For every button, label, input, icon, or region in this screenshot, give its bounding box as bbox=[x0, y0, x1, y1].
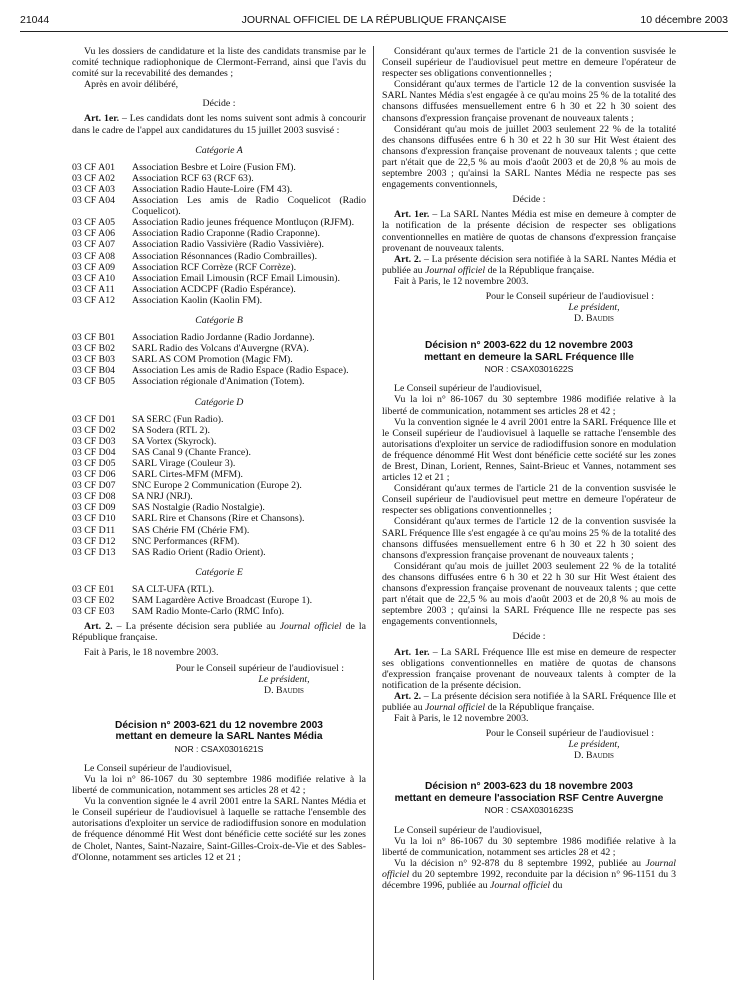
candidate-code: 03 CF B02 bbox=[72, 343, 116, 355]
column-divider bbox=[373, 46, 374, 980]
body-paragraph: Vu la loi n° 86-1067 du 30 septembre 1986 modifiée relative à la liberté de communication, notamment ses articles 28 et 42 ; bbox=[72, 773, 366, 797]
body-paragraph: Considérant qu'aux termes de l'article 21 de la convention susvisée le Conseil supérieur de l'audiovisuel peut mettre en demeure l'opérateur de respecter ses obligations conventionnelles ; bbox=[382, 46, 676, 80]
candidate-code: 03 CF A07 bbox=[72, 239, 116, 251]
candidate-code: 03 CF D13 bbox=[72, 546, 116, 558]
candidate-name: SARL Rire et Chansons (Rire et Chansons). bbox=[132, 513, 305, 525]
article-label: Art. 1er. bbox=[84, 113, 120, 125]
candidate-entry bbox=[72, 173, 366, 184]
intro-paragraph: Vu les dossiers de candidature et la liste des candidats transmise par le comité technique radiophonique de Clermont-Ferrand, ainsi que l'avis du comité sur la recevabilité des demandes ; bbox=[72, 46, 366, 80]
candidate-code: 03 CF B04 bbox=[72, 365, 116, 377]
candidate-name: SNC Europe 2 Communication (Europe 2). bbox=[132, 480, 302, 492]
body-paragraph: Vu la convention signée le 4 avril 2001 entre la SARL Nantes Média et le Conseil supérieur de l'audiovisuel à laquelle se rattache l'ensemble des autorisations d'exploiter un service de radiodiffusion sonore en modulation de fréquence dénommé Hit West dont bénéficie cette société sur les zones de Cholet, Nantes, Saint-Nazaire, Saint-Gilles-Croix-de-Vie et des Sables-d'Olonne, notamment ses articles 12 et 21 ; bbox=[72, 796, 366, 863]
candidate-name: Association Radio jeunes fréquence Montluçon (RJFM). bbox=[132, 217, 355, 229]
candidate-entry bbox=[72, 295, 366, 306]
candidate-name: Association Radio Vassivière (Radio Vassivière). bbox=[132, 239, 325, 251]
issue-date: 10 décembre 2003 bbox=[640, 14, 728, 26]
candidate-code: 03 CF D01 bbox=[72, 413, 116, 425]
candidate-code: 03 CF A02 bbox=[72, 172, 116, 184]
candidate-name: SNC Performances (RFM). bbox=[132, 535, 240, 547]
candidate-code: 03 CF B01 bbox=[72, 332, 116, 344]
candidate-entry bbox=[72, 606, 366, 617]
article-text: – Les candidats dont les noms suivent sont admis à concourir dans le cadre de l'appel aux candidatures du 15 juillet 2003 susvisé : bbox=[72, 113, 366, 136]
signature-role: Le président, bbox=[258, 673, 310, 685]
candidate-entry bbox=[72, 595, 366, 606]
candidate-code: 03 CF B05 bbox=[72, 376, 116, 388]
candidate-name: Association Kaolin (Kaolin FM). bbox=[132, 294, 263, 306]
candidate-entry bbox=[72, 239, 366, 250]
fait-line: Fait à Paris, le 18 novembre 2003. bbox=[84, 647, 219, 659]
candidate-code: 03 CF E03 bbox=[72, 606, 115, 618]
decision-title: Décision n° 2003-621 du 12 novembre 2003 bbox=[115, 719, 323, 731]
candidate-name: SAS Chérie FM (Chérie FM). bbox=[132, 524, 250, 536]
candidate-name: Association Radio Craponne (Radio Craponne). bbox=[132, 228, 321, 240]
body-paragraph: Considérant qu'au mois de juillet 2003 seulement 22 % de la totalité des chansons diffusées entre 6 h 30 et 22 h 30 sur Hit West étaient des chansons d'expression française provenant de nouveaux talents ; que cette part n'était que de 22,5 % au mois d'août 2003 et de 20,8 % au mois de septembre 2003 ; qu'ainsi la SARL Nantes Média ne respecte pas ses engagements conventionnels, bbox=[382, 123, 676, 191]
page-header bbox=[20, 14, 728, 30]
body-paragraph: Considérant qu'au mois de juillet 2003 seulement 22 % de la totalité des chansons diffusées entre 6 h 30 et 22 h 30 sur Hit West étaient des chansons d'expression française provenant de nouveaux talents ; que cette part n'était que de 22,5 % au mois d'août 2003 et de 20,8 % au mois de septembre 2003 ; qu'ainsi la SARL Fréquence Ille ne respecte pas ses engagements conventionnels, bbox=[382, 560, 676, 628]
body-paragraph: Le Conseil supérieur de l'audiovisuel, bbox=[394, 383, 542, 395]
candidate-code: 03 CF A10 bbox=[72, 272, 116, 284]
candidate-code: 03 CF E02 bbox=[72, 595, 115, 607]
fait-line: Fait à Paris, le 12 novembre 2003. bbox=[394, 275, 529, 287]
candidate-name: Association Email Limousin (RCF Email Limousin). bbox=[132, 272, 340, 284]
candidate-name: Association Les amis de Radio Coquelicot (Radio Coquelicot). bbox=[132, 195, 366, 218]
candidate-entry bbox=[72, 262, 366, 273]
candidate-entry bbox=[72, 162, 366, 173]
article-1: Art. 1er. – La SARL Fréquence Ille est mise en demeure de respecter ses obligations conventionnelles en matière de quotas de chansons d'expression française provenant de nouveaux talents à compter de la notification de la présente décision. bbox=[382, 646, 676, 691]
candidate-code: 03 CF D02 bbox=[72, 424, 116, 436]
candidate-entry bbox=[72, 584, 366, 595]
category-heading: Catégorie B bbox=[195, 314, 243, 326]
candidate-entry bbox=[72, 425, 366, 436]
candidate-entry bbox=[72, 414, 366, 425]
candidate-name: SAS Canal 9 (Chante France). bbox=[132, 446, 251, 458]
candidate-entry bbox=[72, 284, 366, 295]
candidate-code: 03 CF A09 bbox=[72, 261, 116, 273]
category-heading: Catégorie D bbox=[194, 396, 244, 408]
journal-title: JOURNAL OFFICIEL DE LA RÉPUBLIQUE FRANÇAISE bbox=[241, 14, 507, 26]
body-paragraph: Considérant qu'aux termes de l'article 12 de la convention susvisée la SARL Nantes Média s'est engagée à ce qu'au moins 25 % de la totalité des chansons diffusées mensuellement entre 6 h 30 et 22 h 30 soient des chansons d'expression française provenant de nouveaux talents ; bbox=[382, 79, 676, 124]
candidate-name: Association Radio Jordanne (Radio Jordanne). bbox=[132, 332, 315, 344]
candidate-code: 03 CF A04 bbox=[72, 195, 116, 207]
signature-line: Pour le Conseil supérieur de l'audiovisuel : bbox=[485, 728, 654, 740]
candidate-entry bbox=[72, 376, 366, 387]
signature-name: D. Baudis bbox=[264, 684, 304, 696]
candidate-entry bbox=[72, 547, 366, 558]
candidate-entry bbox=[72, 273, 366, 284]
candidate-code: 03 CF A11 bbox=[72, 283, 115, 295]
candidate-code: 03 CF D11 bbox=[72, 524, 116, 536]
body-paragraph: Le Conseil supérieur de l'audiovisuel, bbox=[394, 824, 542, 836]
decision-title: Décision n° 2003-623 du 18 novembre 2003 bbox=[425, 781, 633, 793]
candidate-entry bbox=[72, 228, 366, 239]
nor-reference: NOR : CSAX0301621S bbox=[174, 743, 264, 754]
candidate-entry bbox=[72, 332, 366, 343]
candidate-code: 03 CF A01 bbox=[72, 161, 116, 173]
candidate-name: Association Résonnances (Radio Combrailles). bbox=[132, 250, 318, 262]
candidate-entry bbox=[72, 458, 366, 469]
left-column bbox=[72, 46, 366, 863]
body-paragraph: Vu la décision n° 92-878 du 8 septembre 1992, publiée au Journal officiel du 20 septembre 1992, reconduite par la décision n° 96-1151 du 3 décembre 1996, publiée au Journal officiel du bbox=[382, 857, 676, 891]
candidate-entry bbox=[72, 491, 366, 502]
candidate-code: 03 CF D05 bbox=[72, 458, 116, 469]
candidate-entry bbox=[72, 251, 366, 262]
body-paragraph: Vu la loi n° 86-1067 du 30 septembre 1986 modifiée relative à la liberté de communication, notamment ses articles 28 et 42 ; bbox=[382, 394, 676, 417]
decide-heading: Décide : bbox=[512, 631, 546, 643]
article-2: Art. 2. – La présente décision sera notifiée à la SARL Nantes Média et publiée au Journal officiel de la République française. bbox=[382, 253, 676, 276]
candidate-name: SAM Lagardère Active Broadcast (Europe 1). bbox=[132, 595, 313, 607]
body-paragraph: Vu la convention signée le 4 avril 2001 entre la SARL Fréquence Ille et le Conseil supérieur de l'audiovisuel à laquelle se rattache l'ensemble des autorisations d'exploiter un service de radiodiffusion sonore en modulation de fréquence dénommé Hit West dont bénéficie cette société sur les zones de Brest, Dinan, Lorient, Rennes, Saint-Brieuc et Vannes, notamment ses articles 12 et 21 ; bbox=[382, 416, 676, 484]
article-2: Art. 2. – La présente décision sera publiée au Journal officiel de la République française. bbox=[72, 621, 366, 644]
body-paragraph: Vu la loi n° 86-1067 du 30 septembre 1986 modifiée relative à la liberté de communication, notamment ses articles 28 et 42 ; bbox=[382, 835, 676, 858]
candidate-entry bbox=[72, 447, 366, 458]
article-1 bbox=[72, 113, 366, 135]
article-1: Art. 1er. – La SARL Nantes Média est mise en demeure à compter de la notification de la présente décision de respecter ses obligations conventionnelles en matière de quotas de chansons d'expression française provenant de nouveaux talents. bbox=[382, 209, 676, 254]
candidate-name: Association Besbre et Loire (Fusion FM). bbox=[132, 161, 296, 173]
candidate-code: 03 CF D08 bbox=[72, 491, 116, 503]
header-rule bbox=[20, 31, 728, 32]
intro-paragraph: Après en avoir délibéré, bbox=[84, 79, 179, 91]
nor-reference: NOR : CSAX0301623S bbox=[484, 805, 574, 816]
body-paragraph: Considérant qu'aux termes de l'article 12 de la convention susvisée la SARL Fréquence Ille s'est engagée à ce qu'au moins 25 % de la totalité des chansons diffusées mensuellement entre 6 h 30 et 22 h 30 soient des chansons d'expression française provenant de nouveaux talents ; bbox=[382, 516, 676, 561]
candidate-entry bbox=[72, 343, 366, 354]
candidate-name: Association Radio Haute-Loire (FM 43). bbox=[132, 183, 293, 195]
candidate-name: SAS Radio Orient (Radio Orient). bbox=[132, 546, 266, 558]
candidate-code: 03 CF A05 bbox=[72, 217, 116, 229]
candidate-name: SARL Radio des Volcans d'Auvergne (RVA). bbox=[132, 343, 309, 355]
candidate-code: 03 CF A06 bbox=[72, 228, 116, 240]
candidate-name: SA SERC (Fun Radio). bbox=[132, 413, 224, 425]
candidate-name: Association Les amis de Radio Espace (Radio Espace). bbox=[132, 365, 349, 377]
category-lists bbox=[72, 145, 366, 618]
signature-name: D. Baudis bbox=[574, 750, 614, 762]
decide-heading: Décide : bbox=[512, 194, 546, 206]
candidate-name: Association RCF Corrèze (RCF Corrèze). bbox=[132, 261, 297, 273]
page-number: 21044 bbox=[20, 14, 50, 26]
candidate-entry bbox=[72, 502, 366, 513]
candidate-name: Association régionale d'Animation (Totem). bbox=[132, 376, 305, 388]
decision-subtitle: mettant en demeure la SARL Nantes Média bbox=[115, 731, 323, 743]
candidate-name: SARL Virage (Couleur 3). bbox=[132, 458, 236, 469]
candidate-entry bbox=[72, 354, 366, 365]
candidate-code: 03 CF A08 bbox=[72, 250, 116, 262]
candidate-code: 03 CF D12 bbox=[72, 535, 116, 547]
candidate-name: SARL Cirtes-MFM (MFM). bbox=[132, 469, 243, 481]
candidate-name: SARL AS COM Promotion (Magic FM). bbox=[132, 354, 293, 366]
candidate-code: 03 CF E01 bbox=[72, 583, 115, 595]
candidate-name: SAM Radio Monte-Carlo (RMC Info). bbox=[132, 606, 285, 618]
candidate-code: 03 CF D09 bbox=[72, 502, 116, 514]
candidate-name: Association RCF 63 (RCF 63). bbox=[132, 172, 254, 184]
candidate-code: 03 CF A12 bbox=[72, 294, 116, 306]
candidate-entry bbox=[72, 217, 366, 228]
candidate-name: SAS Nostalgie (Radio Nostalgie). bbox=[132, 502, 265, 514]
candidate-code: 03 CF A03 bbox=[72, 183, 116, 195]
decide-heading: Décide : bbox=[202, 98, 236, 110]
candidate-code: 03 CF D07 bbox=[72, 480, 116, 492]
candidate-entry bbox=[72, 184, 366, 195]
decision-subtitle: mettant en demeure la SARL Fréquence Ille bbox=[424, 351, 634, 363]
candidate-entry bbox=[72, 536, 366, 547]
candidate-entry bbox=[72, 195, 366, 217]
candidate-entry bbox=[72, 525, 366, 536]
candidate-name: SA NRJ (NRJ). bbox=[132, 491, 193, 503]
body-paragraph: Le Conseil supérieur de l'audiovisuel, bbox=[84, 762, 232, 774]
signature-role: Le président, bbox=[568, 302, 620, 314]
candidate-entry bbox=[72, 436, 366, 447]
candidate-entry bbox=[72, 513, 366, 524]
candidate-code: 03 CF B03 bbox=[72, 354, 116, 366]
category-heading: Catégorie A bbox=[195, 144, 243, 156]
signature-line: Pour le Conseil supérieur de l'audiovisuel : bbox=[175, 662, 344, 674]
candidate-name: SA Sodera (RTL 2). bbox=[132, 424, 210, 436]
candidate-entry bbox=[72, 365, 366, 376]
candidate-entry bbox=[72, 480, 366, 491]
nor-reference: NOR : CSAX0301622S bbox=[484, 364, 574, 375]
candidate-name: SA CLT-UFA (RTL). bbox=[132, 583, 215, 595]
article-2: Art. 2. – La présente décision sera notifiée à la SARL Fréquence Ille et publiée au Journal officiel de la République française. bbox=[382, 690, 676, 713]
signature-line: Pour le Conseil supérieur de l'audiovisuel : bbox=[485, 290, 654, 302]
candidate-code: 03 CF D03 bbox=[72, 435, 116, 447]
candidate-entry bbox=[72, 469, 366, 480]
body-paragraph: Considérant qu'aux termes de l'article 21 de la convention susvisée le Conseil supérieur de l'audiovisuel peut mettre en demeure l'opérateur de respecter ses obligations conventionnelles ; bbox=[382, 483, 676, 517]
signature-name: D. Baudis bbox=[574, 313, 614, 325]
candidate-code: 03 CF D04 bbox=[72, 446, 116, 458]
candidate-name: SA Vortex (Skyrock). bbox=[132, 435, 217, 447]
signature-role: Le président, bbox=[568, 739, 620, 751]
fait-line: Fait à Paris, le 12 novembre 2003. bbox=[394, 713, 529, 725]
decision-title: Décision n° 2003-622 du 12 novembre 2003 bbox=[425, 340, 633, 352]
decision-subtitle: mettant en demeure l'association RSF Centre Auvergne bbox=[394, 792, 664, 804]
article-label: Art. 2. bbox=[84, 621, 113, 633]
candidate-code: 03 CF D06 bbox=[72, 469, 116, 481]
right-column bbox=[382, 46, 676, 891]
candidate-name: Association ACDCPF (Radio Espérance). bbox=[132, 283, 296, 295]
candidate-code: 03 CF D10 bbox=[72, 513, 116, 525]
category-heading: Catégorie E bbox=[195, 566, 243, 578]
